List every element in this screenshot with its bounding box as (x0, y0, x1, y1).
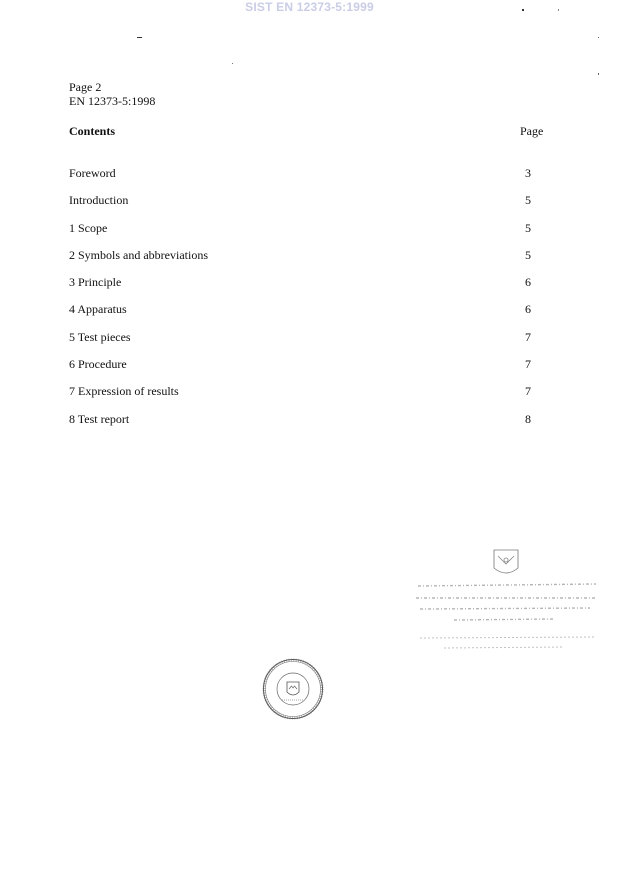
toc-entry (69, 357, 539, 384)
toc-entry-label: 7 Expression of results (69, 384, 179, 399)
page-header (69, 80, 155, 108)
toc-entry-label: Foreword (69, 166, 116, 180)
round-official-stamp (262, 658, 324, 720)
table-of-contents (69, 166, 539, 439)
scan-speck (522, 9, 524, 11)
toc-entry-page: 6 (525, 302, 531, 317)
scan-speck (558, 9, 559, 11)
toc-entry-page: 5 (525, 220, 531, 235)
standard-reference: EN 12373-5:1998 (69, 94, 156, 108)
toc-entry (69, 248, 539, 275)
institution-seal-stamp (414, 546, 600, 658)
watermark: SIST EN 12373-5:1999 (245, 0, 374, 14)
toc-entry-label: Introduction (69, 193, 129, 208)
page-number-label: Page 2 (69, 80, 102, 94)
toc-entry (69, 193, 539, 220)
toc-entry-page: 5 (525, 193, 531, 208)
toc-entry-label: 1 Scope (69, 220, 108, 235)
toc-entry-label: 6 Procedure (69, 357, 127, 372)
toc-entry (69, 384, 539, 411)
scan-speck (137, 37, 142, 38)
scan-speck (598, 37, 599, 38)
toc-entry (69, 166, 539, 193)
toc-entry (69, 275, 539, 302)
toc-entry-page: 3 (525, 166, 531, 180)
scan-speck (598, 73, 599, 75)
toc-entry-label: 2 Symbols and abbreviations (69, 247, 208, 262)
contents-heading: Contents (69, 124, 116, 138)
page-column-heading: Page (520, 124, 544, 138)
toc-entry (69, 302, 539, 329)
toc-entry (69, 330, 539, 357)
toc-entry-page: 7 (525, 384, 531, 399)
toc-entry (69, 412, 539, 439)
toc-entry-page: 8 (525, 411, 531, 426)
toc-entry-label: 4 Apparatus (69, 302, 127, 317)
toc-entry-label: 3 Principle (69, 275, 122, 290)
toc-entry-page: 5 (525, 247, 531, 262)
toc-entry-page: 6 (525, 275, 531, 290)
scan-speck (232, 63, 233, 64)
toc-entry-label: 8 Test report (69, 411, 130, 426)
toc-entry (69, 221, 539, 248)
toc-entry-page: 7 (525, 357, 531, 372)
toc-entry-page: 7 (525, 329, 531, 344)
toc-entry-label: 5 Test pieces (69, 329, 131, 344)
